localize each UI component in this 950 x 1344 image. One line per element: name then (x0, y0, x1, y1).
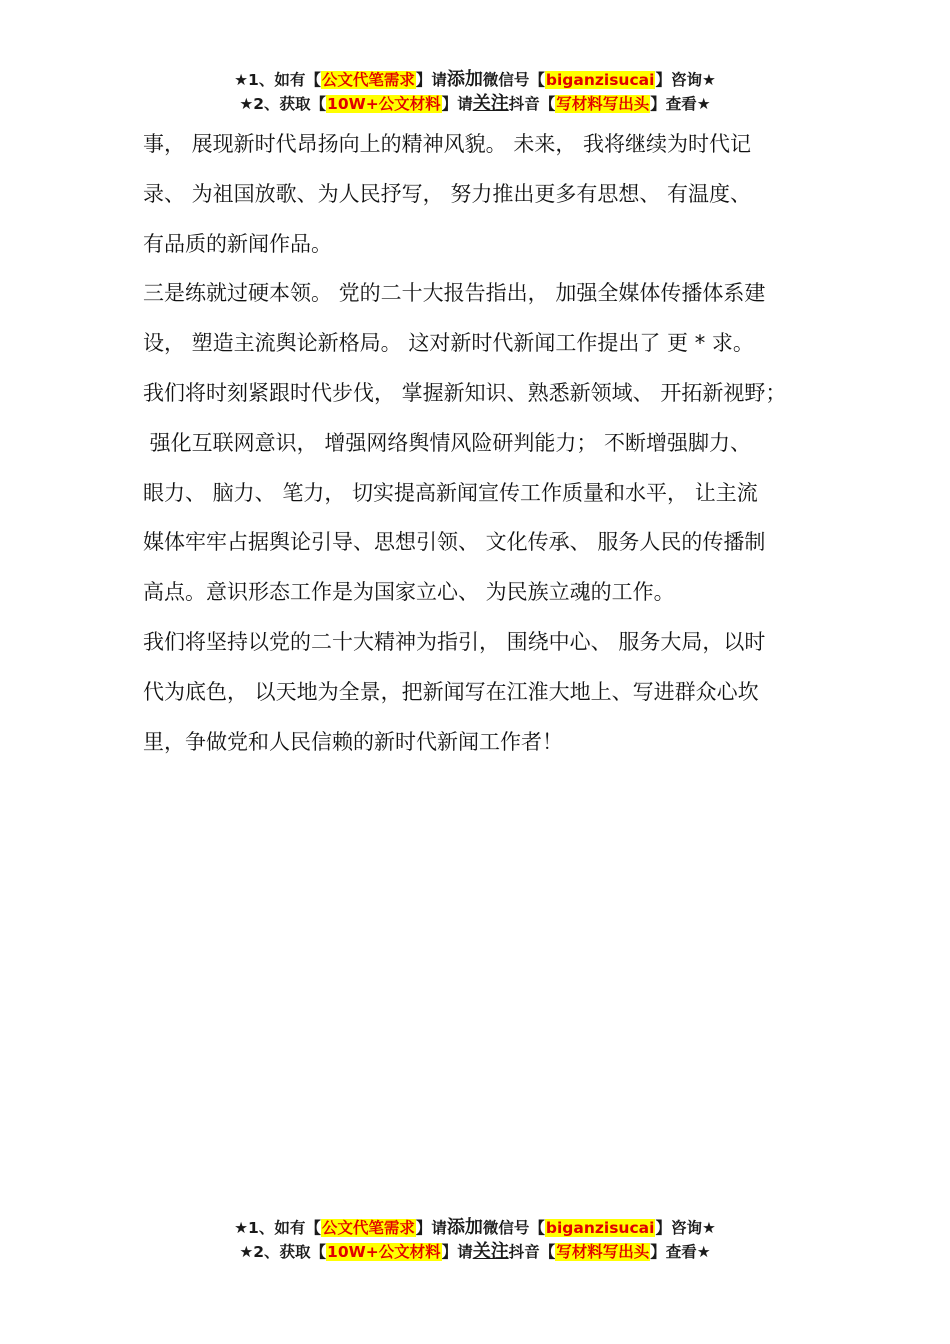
promo-text: ★2、获取【 (239, 95, 327, 113)
body-line: 事， 展现新时代昂扬向上的精神风貌。 未来， 我将继续为时代记 (143, 132, 752, 156)
promo-emphasis: 添加 (446, 69, 483, 90)
promo-emphasis: 关注 (472, 93, 509, 114)
douyin-id-highlight: 写材料写出头 (556, 95, 650, 113)
body-line: 媒体牢牢占据舆论引导、思想引领、 文化传承、 服务人民的传播制 (143, 530, 766, 555)
promo-emphasis: 关注 (472, 1241, 509, 1262)
promo-text: 】请 (415, 1219, 447, 1237)
promo-text: 】查看★ (650, 1243, 711, 1261)
promo-text: 】请 (441, 1243, 473, 1261)
body-line: 高点。意识形态工作是为国家立心、 为民族立魂的工作。 (143, 580, 675, 605)
promo-text: 】咨询★ (655, 1219, 716, 1237)
footer-promo-line-1 (0, 1216, 950, 1240)
promo-text: 微信号【 (482, 1219, 545, 1237)
body-line: 有品质的新闻作品。 (143, 231, 332, 256)
promo-text: 微信号【 (482, 71, 545, 89)
promo-text: ★1、如有【 (234, 1219, 321, 1237)
body-line: 里，争做党和人民信赖的新时代新闻工作者！ (143, 729, 563, 754)
promo-highlight: 10W+公文材料 (327, 1243, 441, 1261)
body-line: 三是练就过硬本领。 党的二十大报告指出， 加强全媒体传播体系建 (143, 281, 766, 306)
promo-emphasis: 添加 (446, 1217, 483, 1238)
header-promo-line-1 (0, 68, 950, 92)
body-line: 我们将坚持以党的二十大精神为指引， 围绕中心、 服务大局，以时 (143, 629, 766, 654)
body-line: 强化互联网意识， 增强网络舆情风险研判能力； 不断增强脚力、 (143, 430, 752, 455)
document-body (143, 120, 843, 767)
promo-text: 】请 (415, 71, 447, 89)
promo-highlight: 10W+公文材料 (327, 95, 441, 113)
promo-text: 抖音【 (508, 95, 556, 113)
douyin-id-highlight: 写材料写出头 (556, 1243, 650, 1261)
promo-highlight: 公文代笔需求 (321, 71, 415, 89)
body-line: 录、 为祖国放歌、为人民抒写， 努力推出更多有思想、 有温度、 (143, 181, 752, 206)
promo-text: 抖音【 (508, 1243, 556, 1261)
wechat-id-highlight: biganzisucai (545, 1219, 655, 1237)
header-promo-banner (0, 68, 950, 116)
body-line: 设， 塑造主流舆论新格局。 这对新时代新闻工作提出了 更 * 求。 (143, 331, 754, 356)
promo-text: 】请 (441, 95, 473, 113)
body-line: 代为底色， 以天地为全景，把新闻写在江淮大地上、写进群众心坎 (143, 679, 759, 704)
body-line: 我们将时刻紧跟时代步伐， 掌握新知识、熟悉新领域、 开拓新视野； (143, 380, 787, 405)
promo-text: ★1、如有【 (234, 71, 321, 89)
header-promo-line-2 (0, 92, 950, 116)
promo-text: 】咨询★ (655, 71, 716, 89)
wechat-id-highlight: biganzisucai (545, 71, 655, 89)
footer-promo-line-2 (0, 1240, 950, 1264)
promo-text: 】查看★ (650, 95, 711, 113)
promo-highlight: 公文代笔需求 (321, 1219, 415, 1237)
footer-promo-banner (0, 1216, 950, 1264)
body-line: 眼力、 脑力、 笔力， 切实提高新闻宣传工作质量和水平， 让主流 (143, 480, 758, 505)
promo-text: ★2、获取【 (239, 1243, 327, 1261)
